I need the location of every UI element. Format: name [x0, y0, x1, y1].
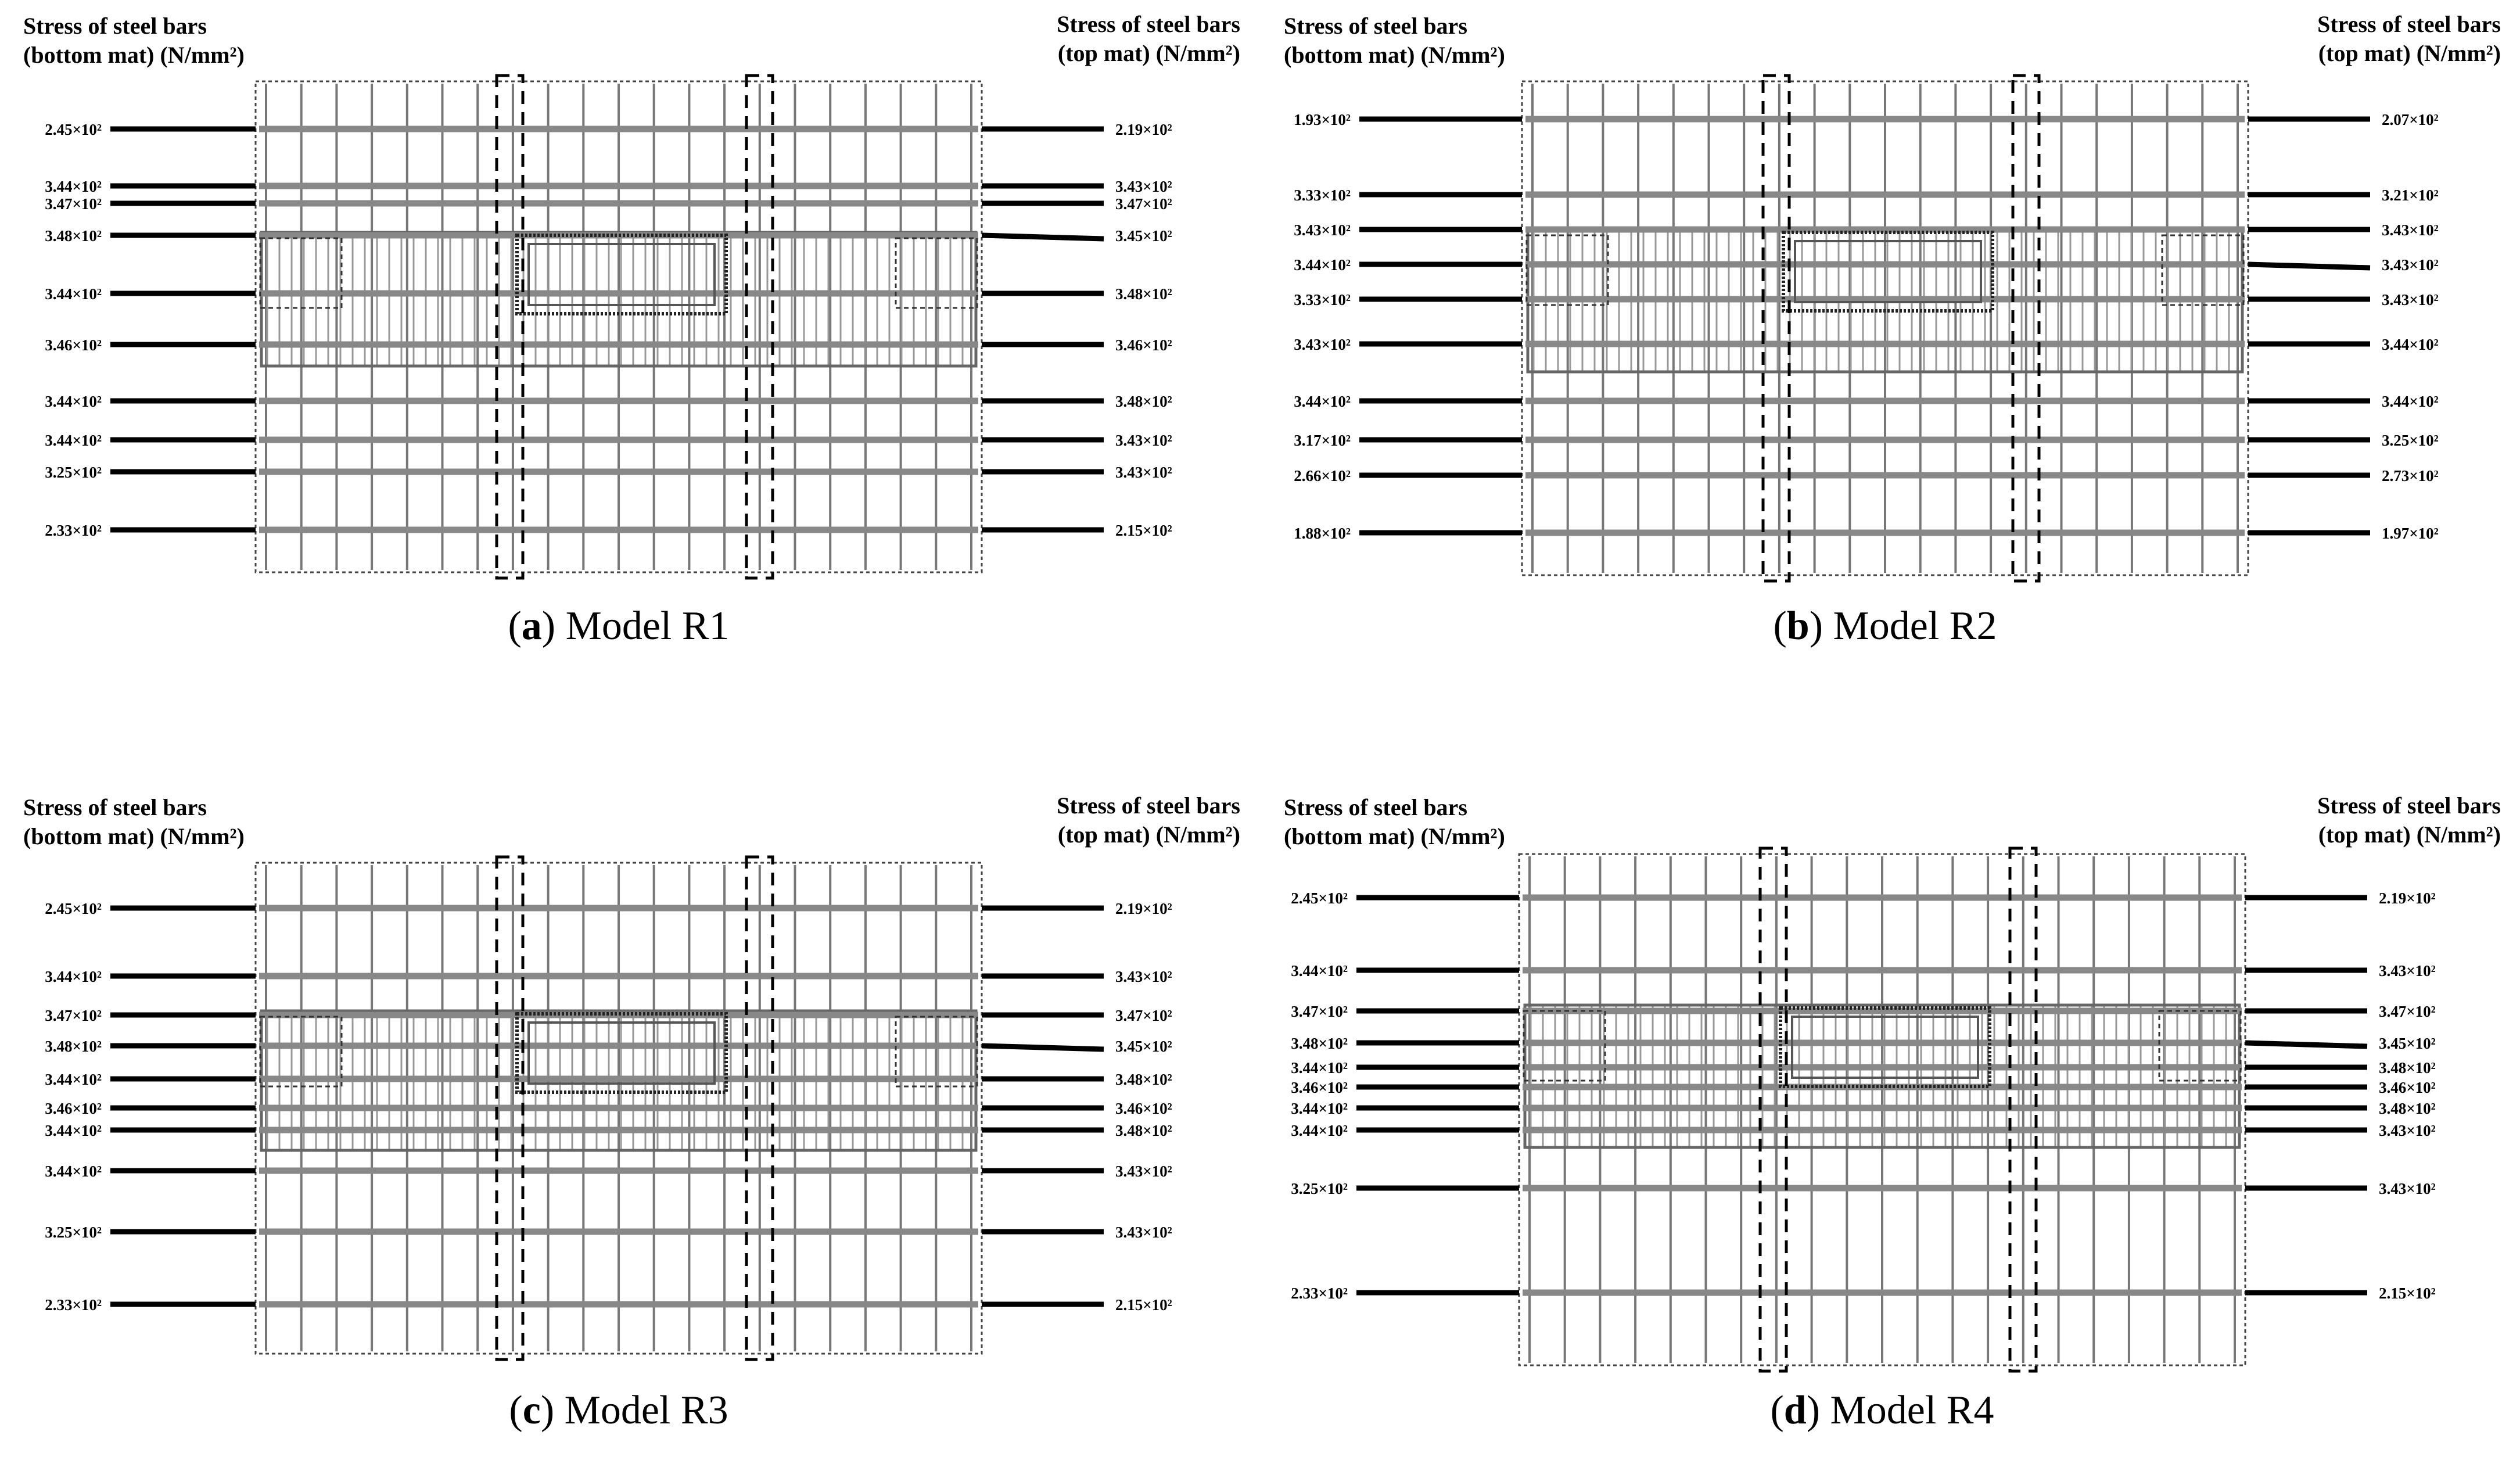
bottom-mat-header-line: (bottom mat) (N/mm²) [1284, 823, 1505, 849]
panel-b [1284, 11, 2501, 648]
top-mat-header [2317, 11, 2501, 66]
bottom-mat-stress-value: 3.44×10² [45, 1122, 102, 1139]
bottom-mat-header [1284, 13, 1505, 68]
top-mat-stress-value: 3.43×10² [1115, 464, 1172, 481]
bottom-mat-stress-value: 3.44×10² [45, 393, 102, 410]
bottom-mat-stress-value: 2.66×10² [1294, 467, 1351, 485]
bottom-mat-stress-value: 3.44×10² [45, 285, 102, 303]
bottom-mat-stress-value: 3.44×10² [45, 432, 102, 449]
caption-letter: c [522, 1388, 541, 1433]
top-mat-stress-value: 2.07×10² [2382, 111, 2439, 128]
bottom-mat-stress-value: 3.43×10² [1294, 221, 1351, 239]
bottom-mat-stress-value: 2.33×10² [45, 1296, 102, 1314]
bottom-mat-stress-value: 3.44×10² [45, 1071, 102, 1088]
top-mat-stress-value: 3.44×10² [2382, 336, 2439, 353]
top-mat-stress-value: 3.44×10² [2382, 393, 2439, 410]
bottom-mat-stress-value: 1.93×10² [1294, 111, 1351, 128]
bottom-mat-stress-value: 3.43×10² [1294, 336, 1351, 353]
panel-a [23, 11, 1240, 648]
top-mat-stress-value: 2.15×10² [1115, 1296, 1172, 1314]
caption-text: ) Model R4 [1806, 1388, 1994, 1433]
top-mat-stress-value: 3.47×10² [2379, 1003, 2436, 1020]
top-mat-stress-value: 2.73×10² [2382, 467, 2439, 485]
top-mat-stress-value: 3.43×10² [2382, 291, 2439, 308]
top-mat-stress-value: 3.45×10² [1115, 227, 1172, 245]
top-mat-stress-value: 3.46×10² [1115, 336, 1172, 354]
bottom-mat-stress-value: 3.17×10² [1294, 432, 1351, 449]
top-mat-stress-value: 3.21×10² [2382, 186, 2439, 204]
caption-text: ) Model R3 [540, 1388, 728, 1433]
panel-caption [1770, 1388, 1994, 1433]
bottom-mat-stress-value: 3.46×10² [45, 336, 102, 354]
bottom-mat-stress-value: 2.33×10² [45, 522, 102, 539]
bottom-mat-stress-value: 3.33×10² [1294, 186, 1351, 204]
bottom-mat-stress-value: 3.48×10² [1291, 1035, 1348, 1052]
top-mat-header-line: Stress of steel bars [1057, 11, 1240, 37]
bottom-mat-header [23, 13, 245, 68]
top-mat-stress-value: 3.43×10² [2379, 1180, 2436, 1197]
top-mat-stress-value: 3.47×10² [1115, 195, 1172, 213]
panel-d [1284, 792, 2501, 1433]
top-mat-header-line: (top mat) (N/mm²) [2318, 40, 2501, 66]
top-mat-stress-value: 3.43×10² [1115, 968, 1172, 985]
top-mat-header-line: Stress of steel bars [1057, 792, 1240, 819]
top-mat-header [1057, 11, 1240, 66]
bottom-mat-stress-value: 3.44×10² [1291, 1100, 1348, 1117]
bottom-mat-header-line: Stress of steel bars [1284, 13, 1467, 39]
panel-caption [1773, 604, 1997, 648]
bottom-mat-stress-value: 3.25×10² [1291, 1180, 1348, 1197]
caption-text: ) Model R1 [541, 604, 730, 648]
top-mat-header-line: Stress of steel bars [2317, 792, 2501, 819]
bottom-mat-stress-value: 3.48×10² [45, 227, 102, 245]
bottom-mat-stress-value: 3.44×10² [45, 178, 102, 195]
bottom-mat-header-line: Stress of steel bars [1284, 794, 1467, 820]
bottom-mat-stress-value: 3.33×10² [1294, 291, 1351, 308]
top-mat-header-line: (top mat) (N/mm²) [2318, 822, 2501, 848]
top-mat-stress-value: 3.43×10² [1115, 1224, 1172, 1241]
bottom-mat-stress-value: 3.47×10² [1291, 1003, 1348, 1020]
bottom-mat-stress-value: 3.44×10² [45, 968, 102, 985]
bottom-mat-stress-value: 3.47×10² [45, 195, 102, 213]
bottom-mat-stress-value: 3.44×10² [1294, 256, 1351, 274]
top-mat-stress-value: 3.48×10² [1115, 1122, 1172, 1139]
top-mat-stress-value: 3.46×10² [1115, 1100, 1172, 1117]
panel-c [23, 792, 1240, 1433]
caption-text: ) Model R2 [1809, 604, 1997, 648]
top-mat-stress-value: 3.48×10² [2379, 1059, 2436, 1077]
bottom-mat-stress-value: 2.45×10² [1291, 889, 1348, 907]
top-mat-stress-value: 3.48×10² [1115, 1071, 1172, 1088]
panel-caption [508, 604, 729, 648]
bottom-mat-stress-value: 3.44×10² [1294, 393, 1351, 410]
top-mat-stress-value: 3.43×10² [2379, 962, 2436, 980]
top-mat-leader [982, 235, 1104, 239]
bottom-mat-stress-value: 3.25×10² [45, 1224, 102, 1241]
top-mat-stress-value: 2.19×10² [1115, 900, 1172, 917]
caption-open: ( [1770, 1388, 1784, 1433]
top-mat-header-line: (top mat) (N/mm²) [1057, 40, 1240, 66]
top-mat-leader [982, 1046, 1104, 1049]
caption-open: ( [509, 1388, 523, 1433]
top-mat-stress-value: 3.45×10² [1115, 1038, 1172, 1055]
top-mat-stress-value: 3.48×10² [1115, 393, 1172, 410]
caption-letter: a [521, 604, 542, 648]
bottom-mat-stress-value: 1.88×10² [1294, 525, 1351, 542]
top-mat-stress-value: 3.48×10² [1115, 285, 1172, 303]
caption-open: ( [508, 604, 522, 648]
bottom-mat-stress-value: 2.33×10² [1291, 1285, 1348, 1302]
top-mat-stress-value: 3.43×10² [2379, 1122, 2436, 1139]
bottom-mat-stress-value: 3.46×10² [45, 1100, 102, 1117]
top-mat-stress-value: 3.43×10² [1115, 1163, 1172, 1180]
bottom-mat-stress-value: 3.44×10² [1291, 962, 1348, 980]
bottom-mat-stress-value: 3.48×10² [45, 1038, 102, 1055]
bottom-mat-stress-value: 3.44×10² [1291, 1059, 1348, 1077]
top-mat-stress-value: 3.45×10² [2379, 1035, 2436, 1052]
bottom-mat-stress-value: 3.47×10² [45, 1007, 102, 1024]
top-mat-stress-value: 3.46×10² [2379, 1079, 2436, 1096]
top-mat-leader [2248, 264, 2370, 268]
caption-open: ( [1773, 604, 1787, 648]
bottom-mat-stress-value: 3.25×10² [45, 464, 102, 481]
bottom-mat-stress-value: 2.45×10² [45, 900, 102, 917]
bottom-mat-header-line: (bottom mat) (N/mm²) [23, 42, 245, 68]
bottom-mat-stress-value: 3.44×10² [45, 1163, 102, 1180]
caption-letter: d [1783, 1388, 1807, 1433]
top-mat-stress-value: 3.47×10² [1115, 1007, 1172, 1024]
bottom-mat-header-line: Stress of steel bars [23, 13, 207, 39]
top-mat-stress-value: 3.43×10² [1115, 432, 1172, 449]
bottom-mat-header-line: (bottom mat) (N/mm²) [1284, 42, 1505, 68]
top-mat-stress-value: 2.19×10² [1115, 121, 1172, 138]
bottom-mat-header [1284, 794, 1505, 849]
top-mat-stress-value: 3.43×10² [1115, 178, 1172, 195]
top-mat-stress-value: 2.15×10² [1115, 522, 1172, 539]
top-mat-stress-value: 1.97×10² [2382, 525, 2439, 542]
top-mat-stress-value: 3.48×10² [2379, 1100, 2436, 1117]
caption-letter: b [1786, 604, 1810, 648]
top-mat-stress-value: 3.25×10² [2382, 432, 2439, 449]
top-mat-header [2317, 792, 2501, 848]
bottom-mat-header [23, 794, 245, 849]
bottom-mat-header-line: Stress of steel bars [23, 794, 207, 820]
top-mat-header [1057, 792, 1240, 848]
top-mat-stress-value: 3.43×10² [2382, 256, 2439, 274]
panel-caption [509, 1388, 728, 1433]
top-mat-leader [2245, 1043, 2367, 1046]
section-line-left [497, 76, 523, 578]
top-mat-stress-value: 2.19×10² [2379, 889, 2436, 907]
bottom-mat-stress-value: 3.46×10² [1291, 1079, 1348, 1096]
bottom-mat-header-line: (bottom mat) (N/mm²) [23, 823, 245, 849]
section-line-left [1763, 76, 1789, 581]
bottom-mat-stress-value: 3.44×10² [1291, 1122, 1348, 1139]
top-mat-stress-value: 3.43×10² [2382, 221, 2439, 239]
top-mat-stress-value: 2.15×10² [2379, 1285, 2436, 1302]
bottom-mat-stress-value: 2.45×10² [45, 121, 102, 138]
top-mat-header-line: (top mat) (N/mm²) [1057, 822, 1240, 848]
top-mat-header-line: Stress of steel bars [2317, 11, 2501, 37]
